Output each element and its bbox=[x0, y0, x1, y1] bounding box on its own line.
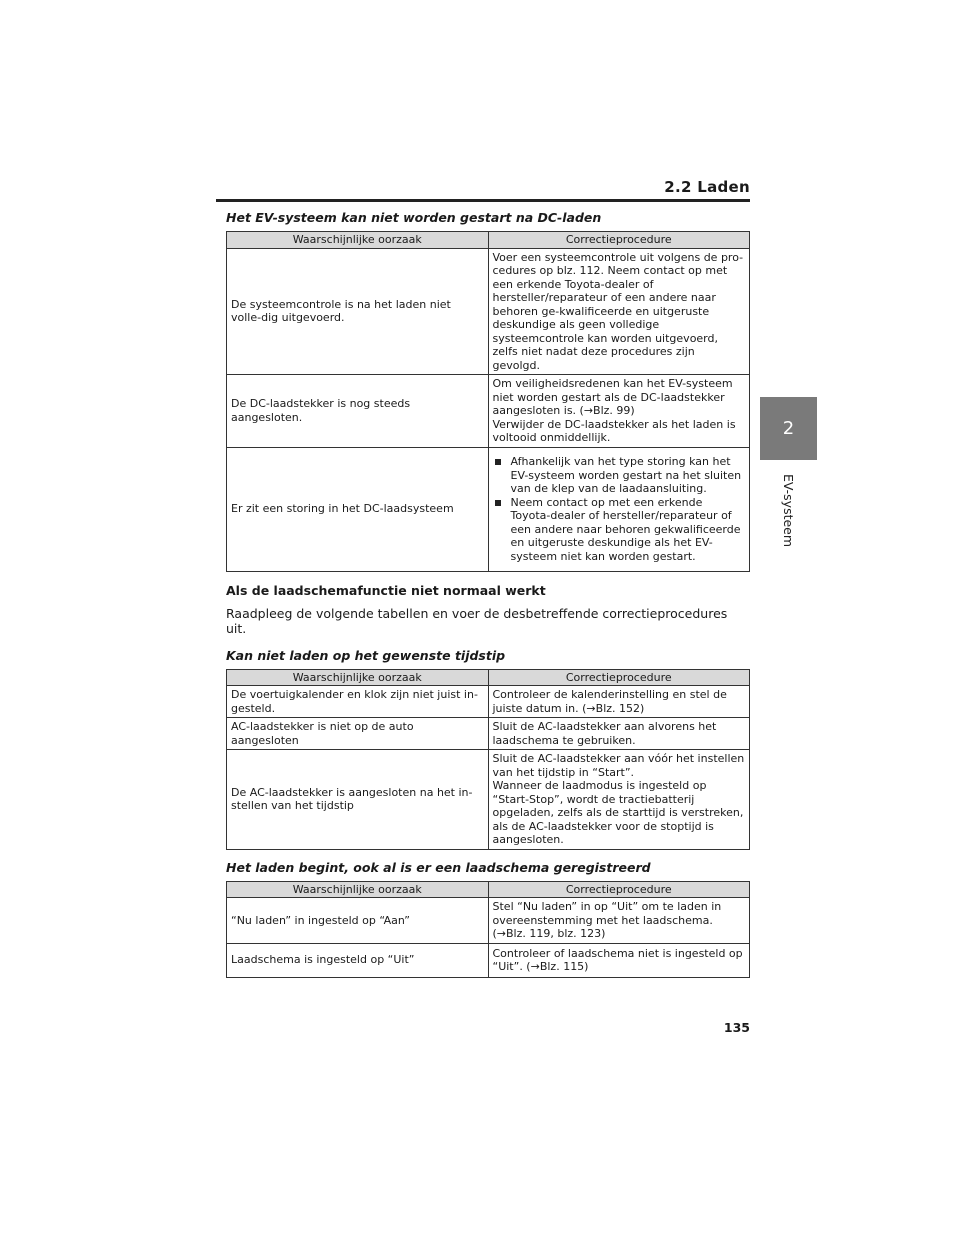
col-header-cause: Waarschijnlijke oorzaak bbox=[227, 232, 489, 249]
fix-cell bbox=[488, 447, 750, 571]
cause-cell: AC-laadstekker is niet op de auto aangesloten bbox=[227, 718, 489, 750]
table-row bbox=[227, 447, 750, 571]
chapter-tab: 2 bbox=[760, 397, 817, 460]
cause-cell: Er zit een storing in het DC-laadsysteem bbox=[227, 447, 489, 571]
table-header-row bbox=[227, 669, 750, 686]
cause-cell: De voertuigkalender en klok zijn niet juist in-gesteld. bbox=[227, 686, 489, 718]
col-header-fix: Correctieprocedure bbox=[488, 232, 750, 249]
col-header-fix: Correctieprocedure bbox=[488, 881, 750, 898]
section3-table bbox=[226, 669, 750, 850]
chapter-tab-label: EV-systeem bbox=[781, 473, 797, 547]
table-row bbox=[227, 898, 750, 944]
table-row bbox=[227, 718, 750, 750]
table-row bbox=[227, 943, 750, 977]
table-row bbox=[227, 248, 750, 375]
col-header-cause: Waarschijnlijke oorzaak bbox=[227, 669, 489, 686]
cause-cell: “Nu laden” in ingesteld op “Aan” bbox=[227, 898, 489, 944]
header-rule bbox=[216, 199, 750, 202]
page-content bbox=[226, 210, 750, 978]
table-row bbox=[227, 686, 750, 718]
cause-cell: Laadschema is ingesteld op “Uit” bbox=[227, 943, 489, 977]
cause-cell: De systeemcontrole is na het laden niet volle-dig uitgevoerd. bbox=[227, 248, 489, 375]
section4-title: Het laden begint, ook al is er een laadschema geregistreerd bbox=[226, 859, 651, 875]
fix-cell: Voer een systeemcontrole uit volgens de pro-cedures op blz. 112. Neem contact op met een erkende Toyota-dealer of hersteller/reparateur of een andere naar behoren ge-kwalificeerde en uitgeruste deskundige als geen volledige systeemcontrole kan worden uitgevoerd, zelfs niet nadat deze procedures zijn gevolgd. bbox=[488, 248, 750, 375]
section3-title: Kan niet laden op het gewenste tijdstip bbox=[226, 647, 506, 663]
col-header-fix: Correctieprocedure bbox=[488, 669, 750, 686]
col-header-cause: Waarschijnlijke oorzaak bbox=[227, 881, 489, 898]
fix-cell bbox=[488, 375, 750, 448]
fix-cell: Controleer de kalenderinstelling en stel de juiste datum in. (→Blz. 152) bbox=[488, 686, 750, 718]
cause-cell: De AC-laadstekker is aangesloten na het in-stellen van het tijdstip bbox=[227, 750, 489, 850]
bullet-item: Afhankelijk van het type storing kan het EV-systeem worden gestart na het sluiten van de klep van de laadaansluiting. bbox=[493, 455, 746, 496]
section2-intro: Raadpleeg de volgende tabellen en voer de desbetreffende correctieprocedures uit. bbox=[226, 605, 728, 636]
fix-line: Sluit de AC-laadstekker aan vóór het instellen van het tijdstip in “Start”. bbox=[492, 752, 745, 779]
fix-bullet-list bbox=[493, 455, 746, 563]
table-row bbox=[227, 750, 750, 850]
table-row bbox=[227, 375, 750, 448]
fix-cell: Sluit de AC-laadstekker aan alvorens het laadschema te gebruiken. bbox=[488, 718, 750, 750]
fix-cell: Controleer of laadschema niet is ingesteld op “Uit”. (→Blz. 115) bbox=[488, 943, 750, 977]
cause-cell: De DC-laadstekker is nog steeds aangesloten. bbox=[227, 375, 489, 448]
fix-line: Om veiligheidsredenen kan het EV-systeem niet worden gestart als de DC-laadstekker aangesloten is. (→Blz. 99) bbox=[492, 377, 733, 417]
table-header-row bbox=[227, 232, 750, 249]
section1-title: Het EV-systeem kan niet worden gestart na DC-laden bbox=[226, 210, 602, 225]
page-number: 135 bbox=[723, 1020, 750, 1035]
chapter-tab-label-wrap bbox=[764, 470, 814, 550]
fix-cell: Stel “Nu laden” in op “Uit” om te laden in overeenstemming met het laadschema. (→Blz. 119, blz. 123) bbox=[488, 898, 750, 944]
section1-table bbox=[226, 231, 750, 572]
fix-cell bbox=[488, 750, 750, 850]
fix-line: Wanneer de laadmodus is ingesteld op “Start-Stop”, wordt de tractiebatterij opgeladen, zelfs als de starttijd is verstreken, als de AC-laadstekker voor de stoptijd is aangesloten. bbox=[492, 779, 744, 846]
section-header-title: 2.2 Laden bbox=[664, 178, 750, 196]
table-header-row bbox=[227, 881, 750, 898]
section2-title: Als de laadschemafunctie niet normaal werkt bbox=[226, 582, 546, 598]
section4-table bbox=[226, 881, 750, 978]
bullet-item: Neem contact op met een erkende Toyota-dealer of hersteller/reparateur of een andere naar behoren gekwalificeerde en uitgeruste deskundige als het EV-systeem niet kan worden gestart. bbox=[493, 496, 746, 564]
fix-line: Verwijder de DC-laadstekker als het laden is voltooid onmiddellijk. bbox=[492, 417, 736, 444]
